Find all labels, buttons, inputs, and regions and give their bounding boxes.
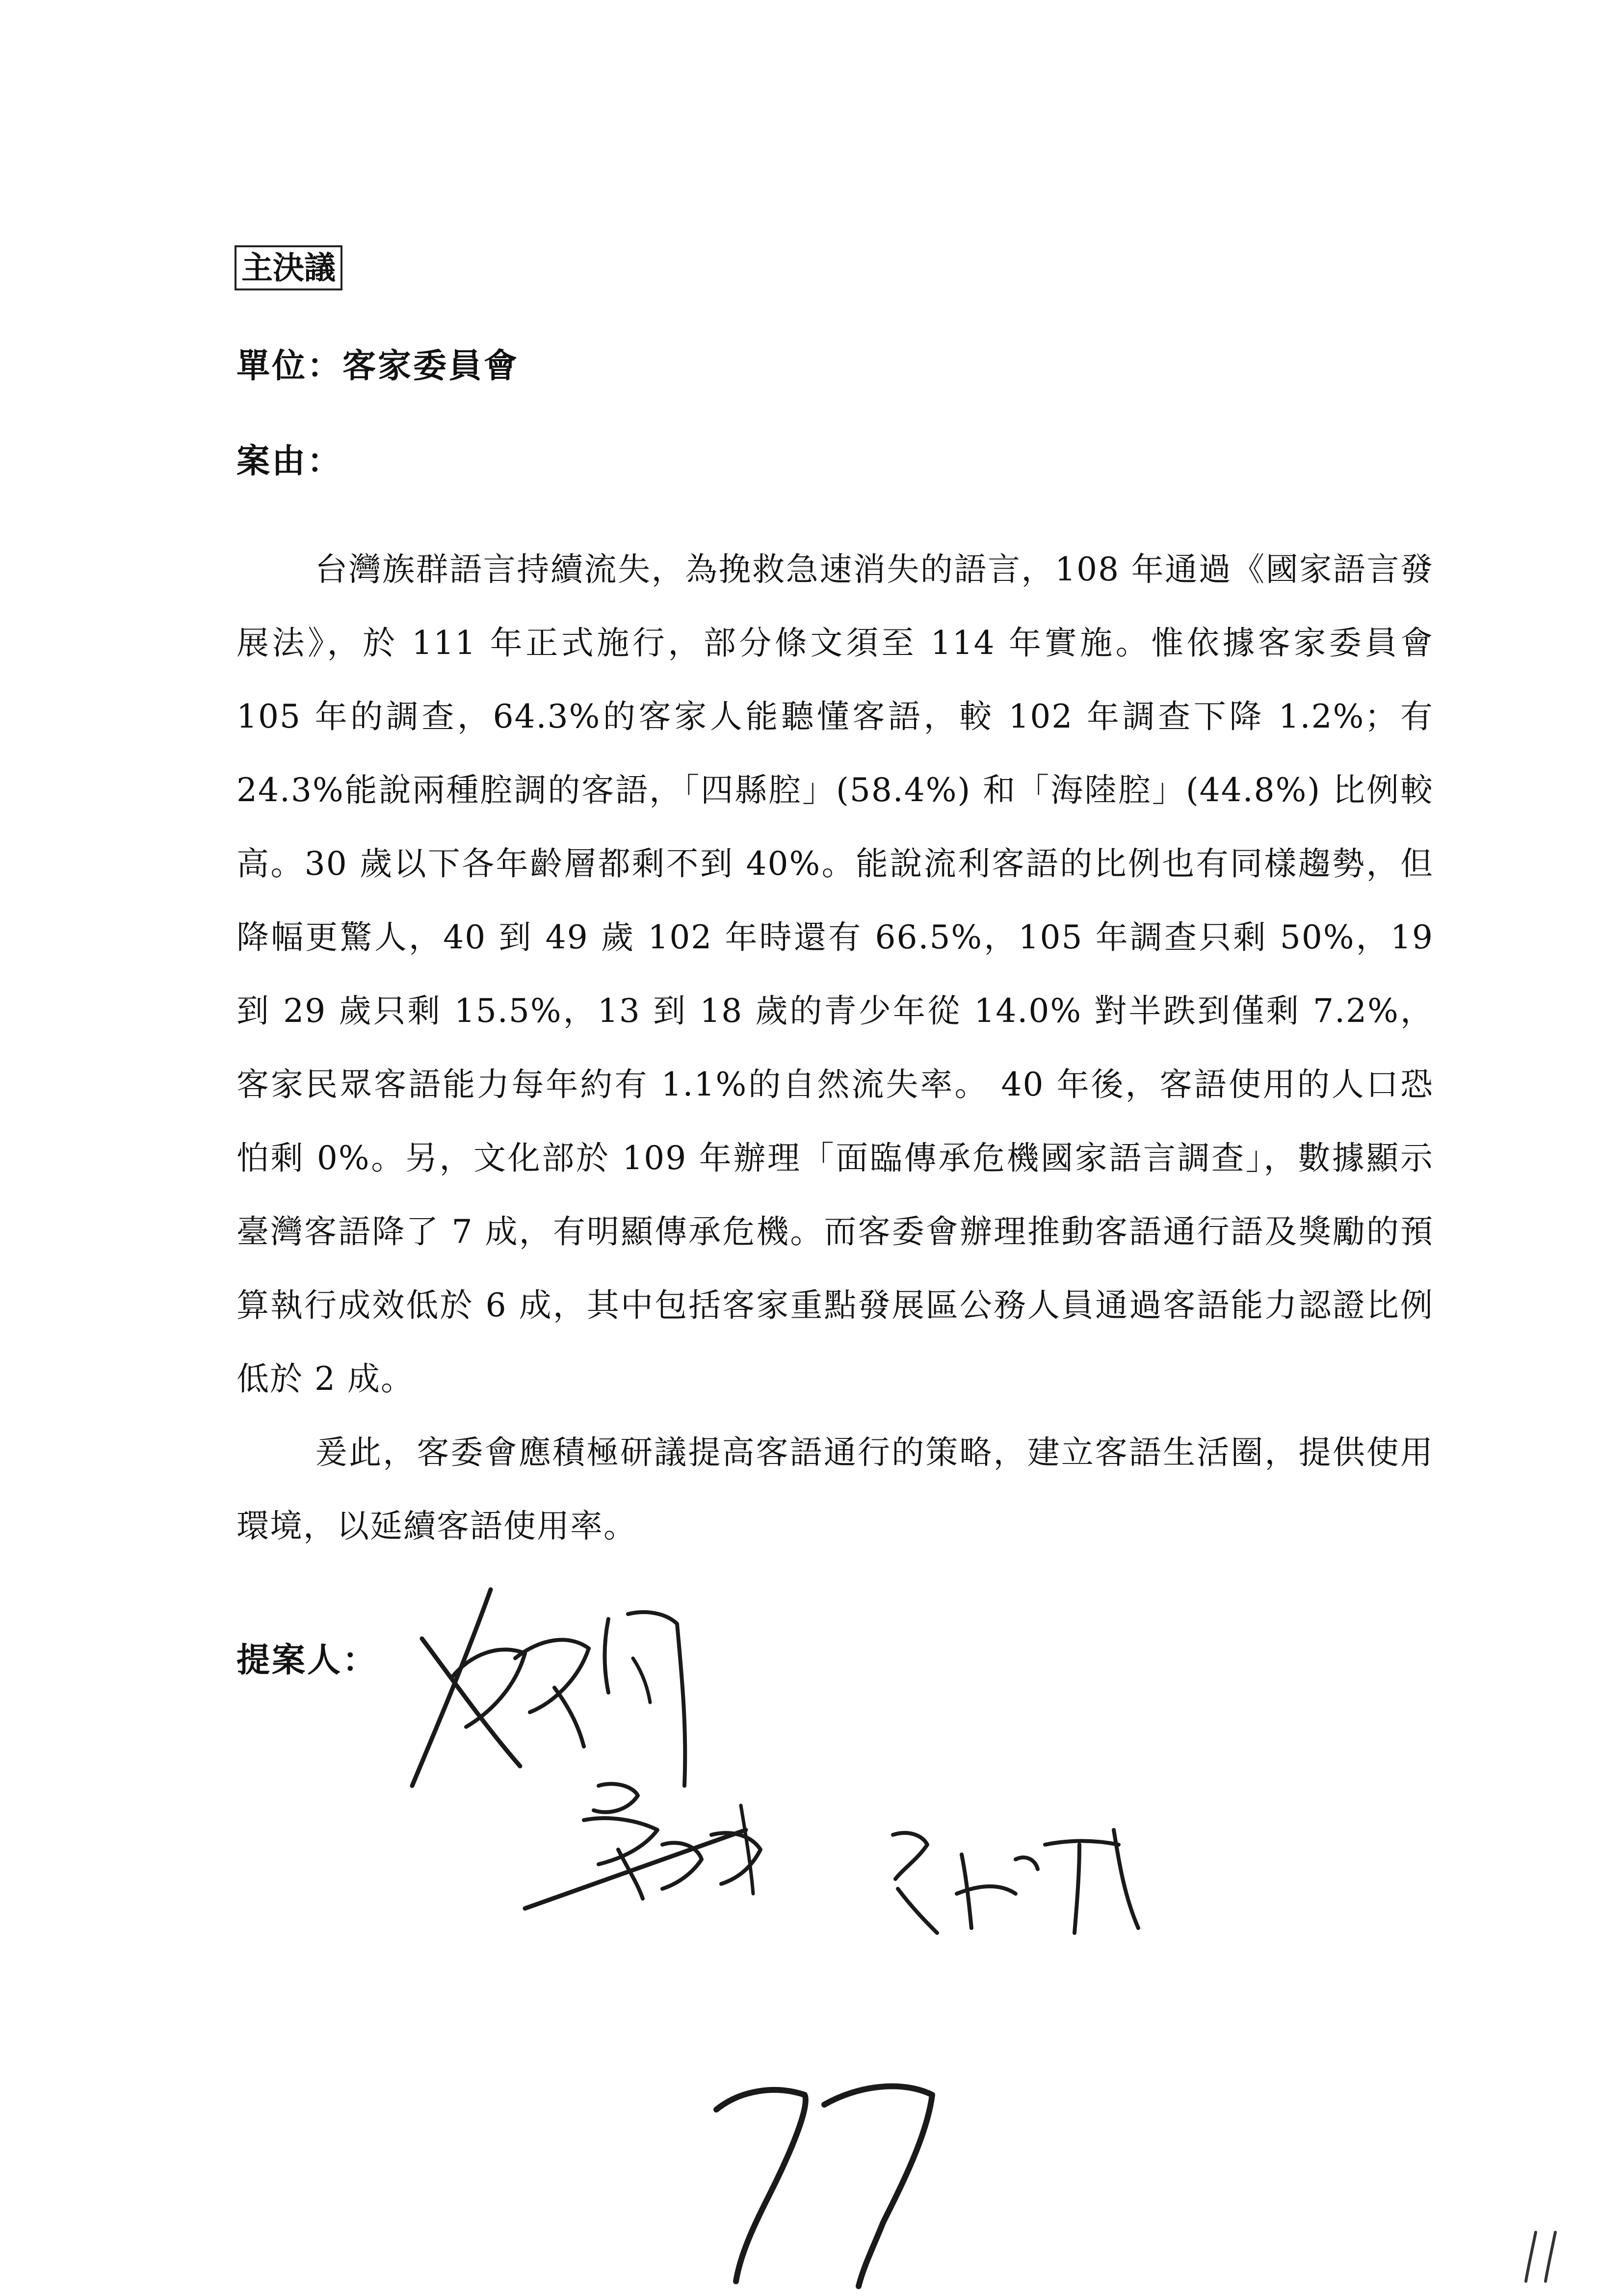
signature-1 — [393, 1580, 707, 1805]
unit-label: 單位：客家委員會 — [236, 346, 520, 386]
case-body — [236, 533, 1434, 1563]
signature-2 — [515, 1776, 810, 1923]
handwritten-page-number — [697, 2075, 952, 2291]
handwritten-corner-mark — [1521, 2227, 1565, 2286]
resolution-tag: 主決議 — [235, 245, 342, 290]
cause-label: 案由： — [236, 442, 343, 481]
case-paragraph-1: 台灣族群語言持續流失，為挽救急速消失的語言，108 年通過《國家語言發展法》，於 111 年正式施行，部分條文須至 114 年實施。惟依據客家委員會 105 年的調查，64.3%的客家人能聽懂客語，較 102 年調查下降 1.2%；有 24.3%能說兩種腔調的客語，「四縣腔」(58.4%) 和「海陸腔」(44.8%) 比例較高。30 歲以下各年齡層都剩不到 40%。能說流利客語的比例也有同樣趨勢，但降幅更驚人，40 到 49 歲 102 年時還有 66.5%，105 年調查只剩 50%，19 到 29 歲只剩 15.5%，13 到 18 歲的青少年從 14.0% 對半跌到僅剩 7.2%，客家民眾客語能力每年約有 1.1%的自然流失率。 40 年後，客語使用的人口恐怕剩 0%。另，文化部於 109 年辦理「面臨傳承危機國家語言調查」，數據顯示臺灣客語降了 7 成，有明顯傳承危機。而客委會辦理推動客語通行語及獎勵的預算執行成效低於 6 成，其中包括客家重點發展區公務人員通過客語能力認證比例低於 2 成。 — [236, 550, 1434, 1398]
case-paragraph-2: 爰此，客委會應積極研議提高客語通行的策略，建立客語生活圈，提供使用環境，以延續客語使用率。 — [236, 1434, 1434, 1545]
signature-3 — [883, 1815, 1158, 1943]
proposer-label: 提案人： — [236, 1641, 378, 1680]
